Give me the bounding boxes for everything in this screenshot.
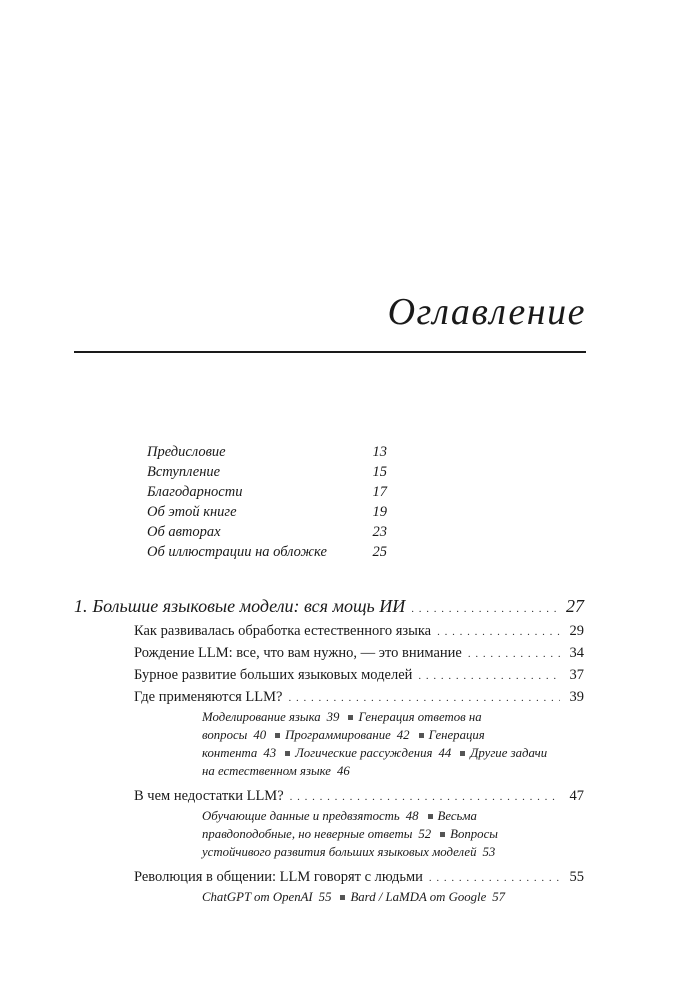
square-bullet-icon [419, 733, 424, 738]
subsection-page: 57 [492, 890, 506, 904]
section-label: В чем недостатки LLM? [134, 788, 284, 804]
toc-section[interactable] [134, 785, 584, 807]
subsection-label[interactable]: Генерация ответов на вопросы [202, 710, 482, 742]
dot-leader [418, 665, 560, 687]
section-page: 39 [569, 689, 584, 705]
dot-leader [411, 603, 560, 615]
section-page: 37 [569, 667, 584, 683]
toc-section[interactable] [134, 642, 584, 664]
page-title: Оглавление [387, 291, 586, 333]
toc-entry-about-authors[interactable] [147, 522, 387, 542]
square-bullet-icon [340, 895, 345, 900]
square-bullet-icon [348, 715, 353, 720]
section-label: Бурное развитие больших языковых моделей [134, 667, 413, 683]
toc-entry-page: 23 [372, 524, 387, 540]
section-label: Рождение LLM: все, что вам нужно, — это внимание [134, 645, 462, 661]
dot-leader [468, 643, 560, 665]
toc-section[interactable] [134, 620, 584, 642]
section-label: Революция в общении: LLM говорят с людьми [134, 869, 423, 885]
subsection-page: 43 [263, 746, 277, 760]
toc-section[interactable] [134, 664, 584, 686]
front-matter-list [147, 442, 387, 562]
subsection-label[interactable]: Вопросы устойчивого развития больших языковых моделей [202, 827, 498, 859]
subsection-page: 42 [396, 728, 410, 742]
subsection-list [202, 807, 552, 861]
dot-leader [290, 786, 560, 808]
subsection-page: 55 [318, 890, 332, 904]
section-page: 55 [569, 869, 584, 885]
subsection-list [202, 888, 552, 906]
toc-section[interactable] [134, 686, 584, 708]
toc-entry-label: Предисловие [147, 444, 226, 460]
subsection-label[interactable]: Логические рассуждения [295, 746, 433, 760]
square-bullet-icon [428, 814, 433, 819]
section-label: Как развивалась обработка естественного языка [134, 623, 432, 639]
section-page: 47 [569, 788, 584, 804]
section-label: Где применяются LLM? [134, 689, 283, 705]
subsection-page: 48 [405, 809, 419, 823]
toc-entry-page: 17 [372, 484, 387, 500]
toc-entry-label: Благодарности [147, 484, 243, 500]
toc-entry-label: Об авторах [147, 524, 221, 540]
subsection-label[interactable]: Обучающие данные и предвзятость [202, 809, 400, 823]
section-page: 29 [569, 623, 584, 639]
toc-entry-page: 13 [372, 444, 387, 460]
toc-entry-preface[interactable] [147, 442, 387, 462]
subsection-list [202, 708, 552, 780]
subsection-page: 52 [418, 827, 432, 841]
title-underline [74, 351, 586, 353]
subsection-label[interactable]: Генерация контента [202, 728, 485, 760]
square-bullet-icon [460, 751, 465, 756]
subsection-label[interactable]: ChatGPT от OpenAI [202, 890, 313, 904]
chapter-1-sections [134, 620, 584, 911]
toc-section[interactable] [134, 866, 584, 888]
subsection-page: 40 [253, 728, 267, 742]
subsection-page: 46 [336, 764, 350, 778]
subsection-page: 39 [326, 710, 340, 724]
dot-leader [437, 621, 560, 643]
subsection-label[interactable]: Весьма правдоподобные, но неверные ответы [202, 809, 477, 841]
dot-leader [429, 867, 560, 889]
toc-entry-about-book[interactable] [147, 502, 387, 522]
toc-entry-label: Об иллюстрации на обложке [147, 544, 327, 560]
square-bullet-icon [440, 832, 445, 837]
subsection-label[interactable]: Моделирование языка [202, 710, 321, 724]
toc-entry-about-cover[interactable] [147, 542, 387, 562]
subsection-label[interactable]: Программирование [285, 728, 391, 742]
toc-entry-label: Вступление [147, 464, 221, 480]
toc-entry-introduction[interactable] [147, 462, 387, 482]
subsection-page: 44 [438, 746, 452, 760]
toc-entry-label: Об этой книге [147, 504, 237, 520]
dot-leader [288, 687, 560, 709]
subsection-label[interactable]: Другие задачи на естественном языке [202, 746, 548, 778]
square-bullet-icon [285, 751, 290, 756]
toc-entry-page: 25 [372, 544, 387, 560]
toc-chapter-1[interactable] [74, 596, 584, 617]
toc-entry-page: 19 [372, 504, 387, 520]
section-page: 34 [569, 645, 584, 661]
chapter-page: 27 [566, 596, 584, 616]
subsection-label[interactable]: Bard / LaMDA от Google [350, 890, 487, 904]
subsection-page: 53 [482, 845, 496, 859]
square-bullet-icon [275, 733, 280, 738]
toc-entry-page: 15 [372, 464, 387, 480]
chapter-title: Большие языковые модели: вся мощь ИИ [92, 596, 406, 616]
toc-entry-acknowledgements[interactable] [147, 482, 387, 502]
chapter-number: 1. [74, 596, 88, 616]
